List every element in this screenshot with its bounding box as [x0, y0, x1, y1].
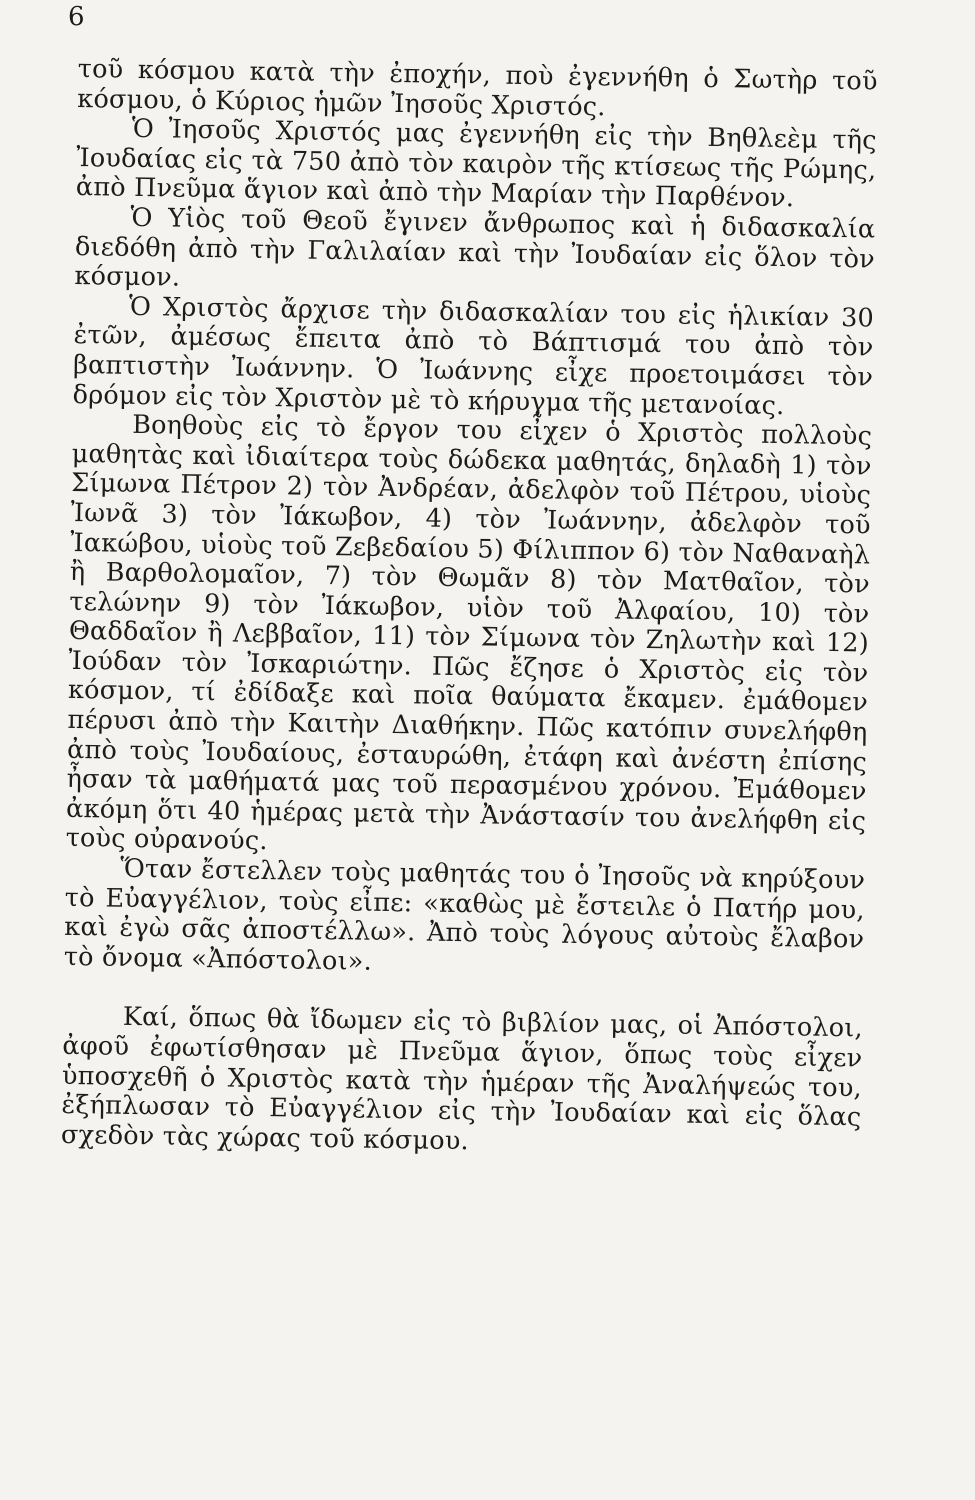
page-number: 6: [68, 2, 85, 32]
paragraph-4: Ὁ Χριστὸς ἄρχισε τὴν διδασκαλίαν του εἰς ἡλικίαν 30 ἐτῶν, ἀμέσως ἔπειτα ἀπὸ τὸ Βάπτισμά του ἀπὸ τὸν βαπτιστὴν Ἰωάννην. Ὁ Ἰωάννης εἶχε προετοιμάσει τὸν δρόμον εἰς τὸν Χριστὸν μὲ τὸ κήρυγμα τῆς μετανοίας.: [72, 291, 875, 421]
paragraph-1: τοῦ κόσμου κατὰ τὴν ἐποχήν, ποὺ ἐγεννήθη ὁ Σωτὴρ τοῦ κόσμου, ὁ Κύριος ἡμῶν Ἰησοῦς Χριστός.: [77, 54, 878, 122]
paragraph-2: Ὁ Ἰησοῦς Χριστός μας ἐγεννήθη εἰς τὴν Βηθλεὲμ τῆς Ἰουδαίας εἰς τὰ 750 ἀπὸ τὸν καιρὸν τῆς κτίσεως τῆς Ρώμης, ἀπὸ Πνεῦμα ἅγιον καὶ ἀπὸ τὴν Μαρίαν τὴν Παρθένον.: [75, 114, 877, 214]
paragraph-5: Βοηθοὺς εἰς τὸ ἔργον του εἶχεν ὁ Χριστὸς πολλοὺς μαθητὰς καὶ ἰδιαίτερα τοὺς δώδεκα μαθητάς, δηλαδὴ 1) τὸν Σίμωνα Πέτρον 2) τὸν Ἀνδρέαν, ἀδελφὸν τοῦ Πέτρου, υἱοὺς Ἰωνᾶ 3) τὸν Ἰάκωβον, 4) τὸν Ἰωάννην, ἀδελφὸν τοῦ Ἰακώβου, υἱοὺς τοῦ Ζεβεδαίου 5) Φίλιππον 6) τὸν Ναθαναὴλ ἢ Βαρθολομαῖον, 7) τὸν Θωμᾶν 8) τὸν Ματθαῖον, τὸν τελώνην 9) τὸν Ἰάκωβον, υἱὸν τοῦ Ἀλφαίου, 10) τὸν Θαδδαῖον ἢ Λεββαῖον, 11) τὸν Σίμωνα τὸν Ζηλωτὴν καὶ 12) Ἰούδαν τὸν Ἰσκαριώτην. Πῶς ἔζησε ὁ Χριστὸς εἰς τὸν κόσμον, τί ἐδίδαξε καὶ ποῖα θαύματα ἔκαμεν. ἐμάθομεν πέρυσι ἀπὸ τὴν Καιτὴν Διαθήκην. Πῶς κατόπιν συνελήφθη ἀπὸ τοὺς Ἰουδαίους, ἐσταυρώθη, ἐτάφη καὶ ἀνέστη ἐπίσης ἦσαν τὰ μαθήματά μας τοῦ περασμένου χρόνου. Ἐμάθομεν ἀκόμη ὅτι 40 ἡμέρας μετὰ τὴν Ἀνάστασίν του ἀνελήφθη εἰς τοὺς οὐρανούς.: [65, 410, 873, 857]
paragraph-6: Ὅταν ἔστελλεν τοὺς μαθητάς του ὁ Ἰησοῦς νὰ κηρύξουν τὸ Εὐαγγέλιον, τοὺς εἶπε: «καθὼς μὲ ἔστειλε ὁ Πατήρ μου, καὶ ἐγὼ σᾶς ἀποστέλλω». Ἀπὸ τοὺς λόγους αὐτοὺς ἔλαβον τὸ ὄνομα «Ἀπόστολοι».: [63, 853, 866, 977]
body-text: [61, 55, 878, 1163]
paragraph-3: Ὁ Υἱὸς τοῦ Θεοῦ ἔγινεν ἄνθρωπος καὶ ἡ διδασκαλία διεδόθη ἀπὸ τὴν Γαλιλαίαν καὶ τὴν Ἰουδαίαν εἰς ὅλον τὸν κόσμον.: [74, 202, 876, 293]
paragraph-7: Καί, ὅπως θὰ ἴδωμεν εἰς τὸ βιβλίον μας, οἱ Ἀπόστολοι, ἀφοῦ ἐφωτίσθησαν μὲ Πνεῦμα ἅγιον, ὅπως τοὺς εἶχεν ὑποσχεθῆ ὁ Χριστὸς κατὰ τὴν ἡμέραν τῆς Ἀναλήψεώς του, ἐξήπλωσαν τὸ Εὐαγγέλιον εἰς τὴν Ἰουδαίαν καὶ εἰς ὅλας σχεδὸν τὰς χώρας τοῦ κόσμου.: [60, 1002, 864, 1157]
